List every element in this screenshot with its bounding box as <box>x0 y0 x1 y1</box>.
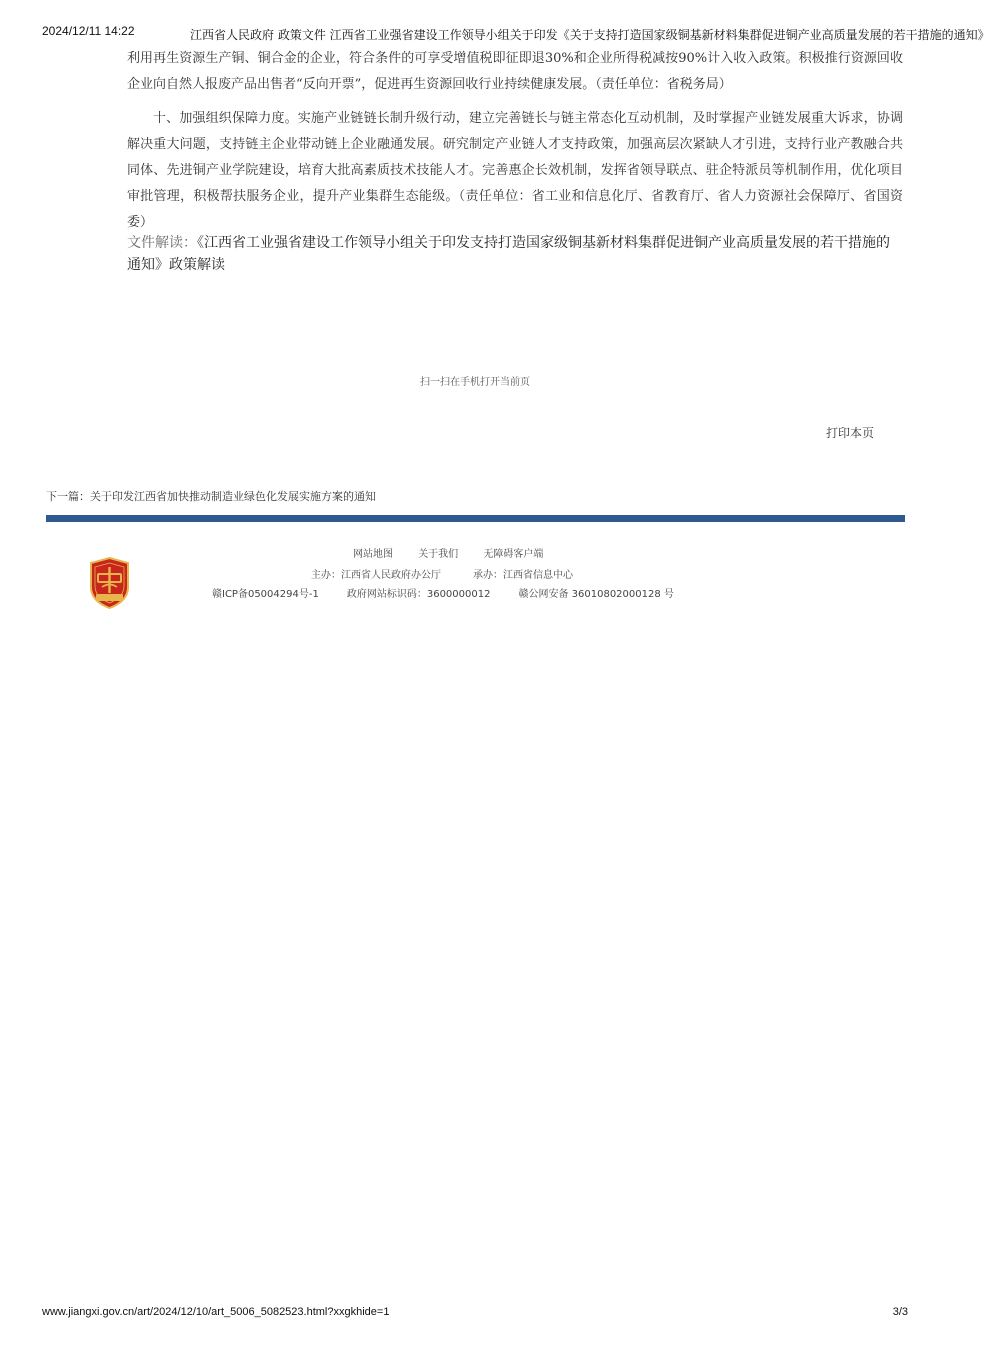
print-datetime: 2024/12/11 14:22 <box>42 24 135 38</box>
footer-sponsor <box>311 566 573 581</box>
footer-organizer: 承办：江西省信息中心 <box>473 570 573 581</box>
next-article-label: 下一篇： <box>46 490 90 503</box>
qr-caption: 扫一扫在手机打开当前页 <box>420 377 530 388</box>
footer-site-id: 政府网站标识码：3600000012 <box>346 589 491 600</box>
next-article <box>46 488 376 504</box>
policy-interpretation-label: 文件解读： <box>127 235 197 251</box>
footer-link-about[interactable]: 关于我们 <box>418 549 459 560</box>
footer-icp[interactable]: 赣ICP备05004294号-1 <box>212 589 319 600</box>
article-paragraph-continued: 利用再生资源生产铜、铜合金的企业，符合条件的可享受增值税即征即退30%和企业所得税减按90%计入收入政策。积极推行资源回收企业向自然人报废产品出售者“反向开票”，促进再生资源回收行业持续健康发展。（责任单位：省税务局） <box>127 51 903 92</box>
next-article-link[interactable]: 关于印发江西省加快推动制造业绿色化发展实施方案的通知 <box>90 490 376 503</box>
print-document-title: 江西省人民政府 政策文件 江西省工业强省建设工作领导小组关于印发《关于支持打造国家级铜基新材料集群促进铜产业高质量发展的若干措施的通知》 <box>190 28 990 42</box>
print-page-button[interactable]: 打印本页 <box>826 426 875 440</box>
article-body <box>127 46 903 244</box>
footer-links <box>353 545 565 560</box>
policy-interpretation <box>127 232 903 276</box>
print-url: www.jiangxi.gov.cn/art/2024/12/10/art_5006_5082523.html?xxgkhide=1 <box>42 1306 390 1318</box>
footer-divider-bar <box>46 515 905 522</box>
article-paragraph-ten: 十、加强组织保障力度。实施产业链链长制升级行动，建立完善链长与链主常态化互动机制，及时掌握产业链发展重大诉求，协调解决重大问题，支持链主企业带动链上企业融通发展。研究制定产业链人才支持政策，加强高层次紧缺人才引进，支持行业产教融合共同体、先进铜产业学院建设，培育大批高素质技术技能人才。完善惠企长效机制，发挥省领导联点、驻企特派员等机制作用，优化项目审批管理，积极帮扶服务企业，提升产业集群生态能级。（责任单位：省工业和信息化厅、省教育厅、省人力资源社会保障厅、省国资委） <box>127 111 903 230</box>
party-government-badge-icon[interactable] <box>88 557 131 609</box>
footer-police-record[interactable]: 赣公网安备 36010802000128 号 <box>518 589 674 600</box>
footer-link-accessibility[interactable]: 无障碍客户端 <box>483 549 544 560</box>
policy-interpretation-link[interactable]: 《江西省工业强省建设工作领导小组关于印发支持打造国家级铜基新材料集群促进铜产业高质量发展的若干措施的通知》政策解读 <box>127 235 890 273</box>
footer-host: 主办：江西省人民政府办公厅 <box>311 570 441 581</box>
footer-registration <box>212 585 702 600</box>
print-page-number: 3/3 <box>892 1306 908 1318</box>
footer-link-sitemap[interactable]: 网站地图 <box>353 549 393 560</box>
